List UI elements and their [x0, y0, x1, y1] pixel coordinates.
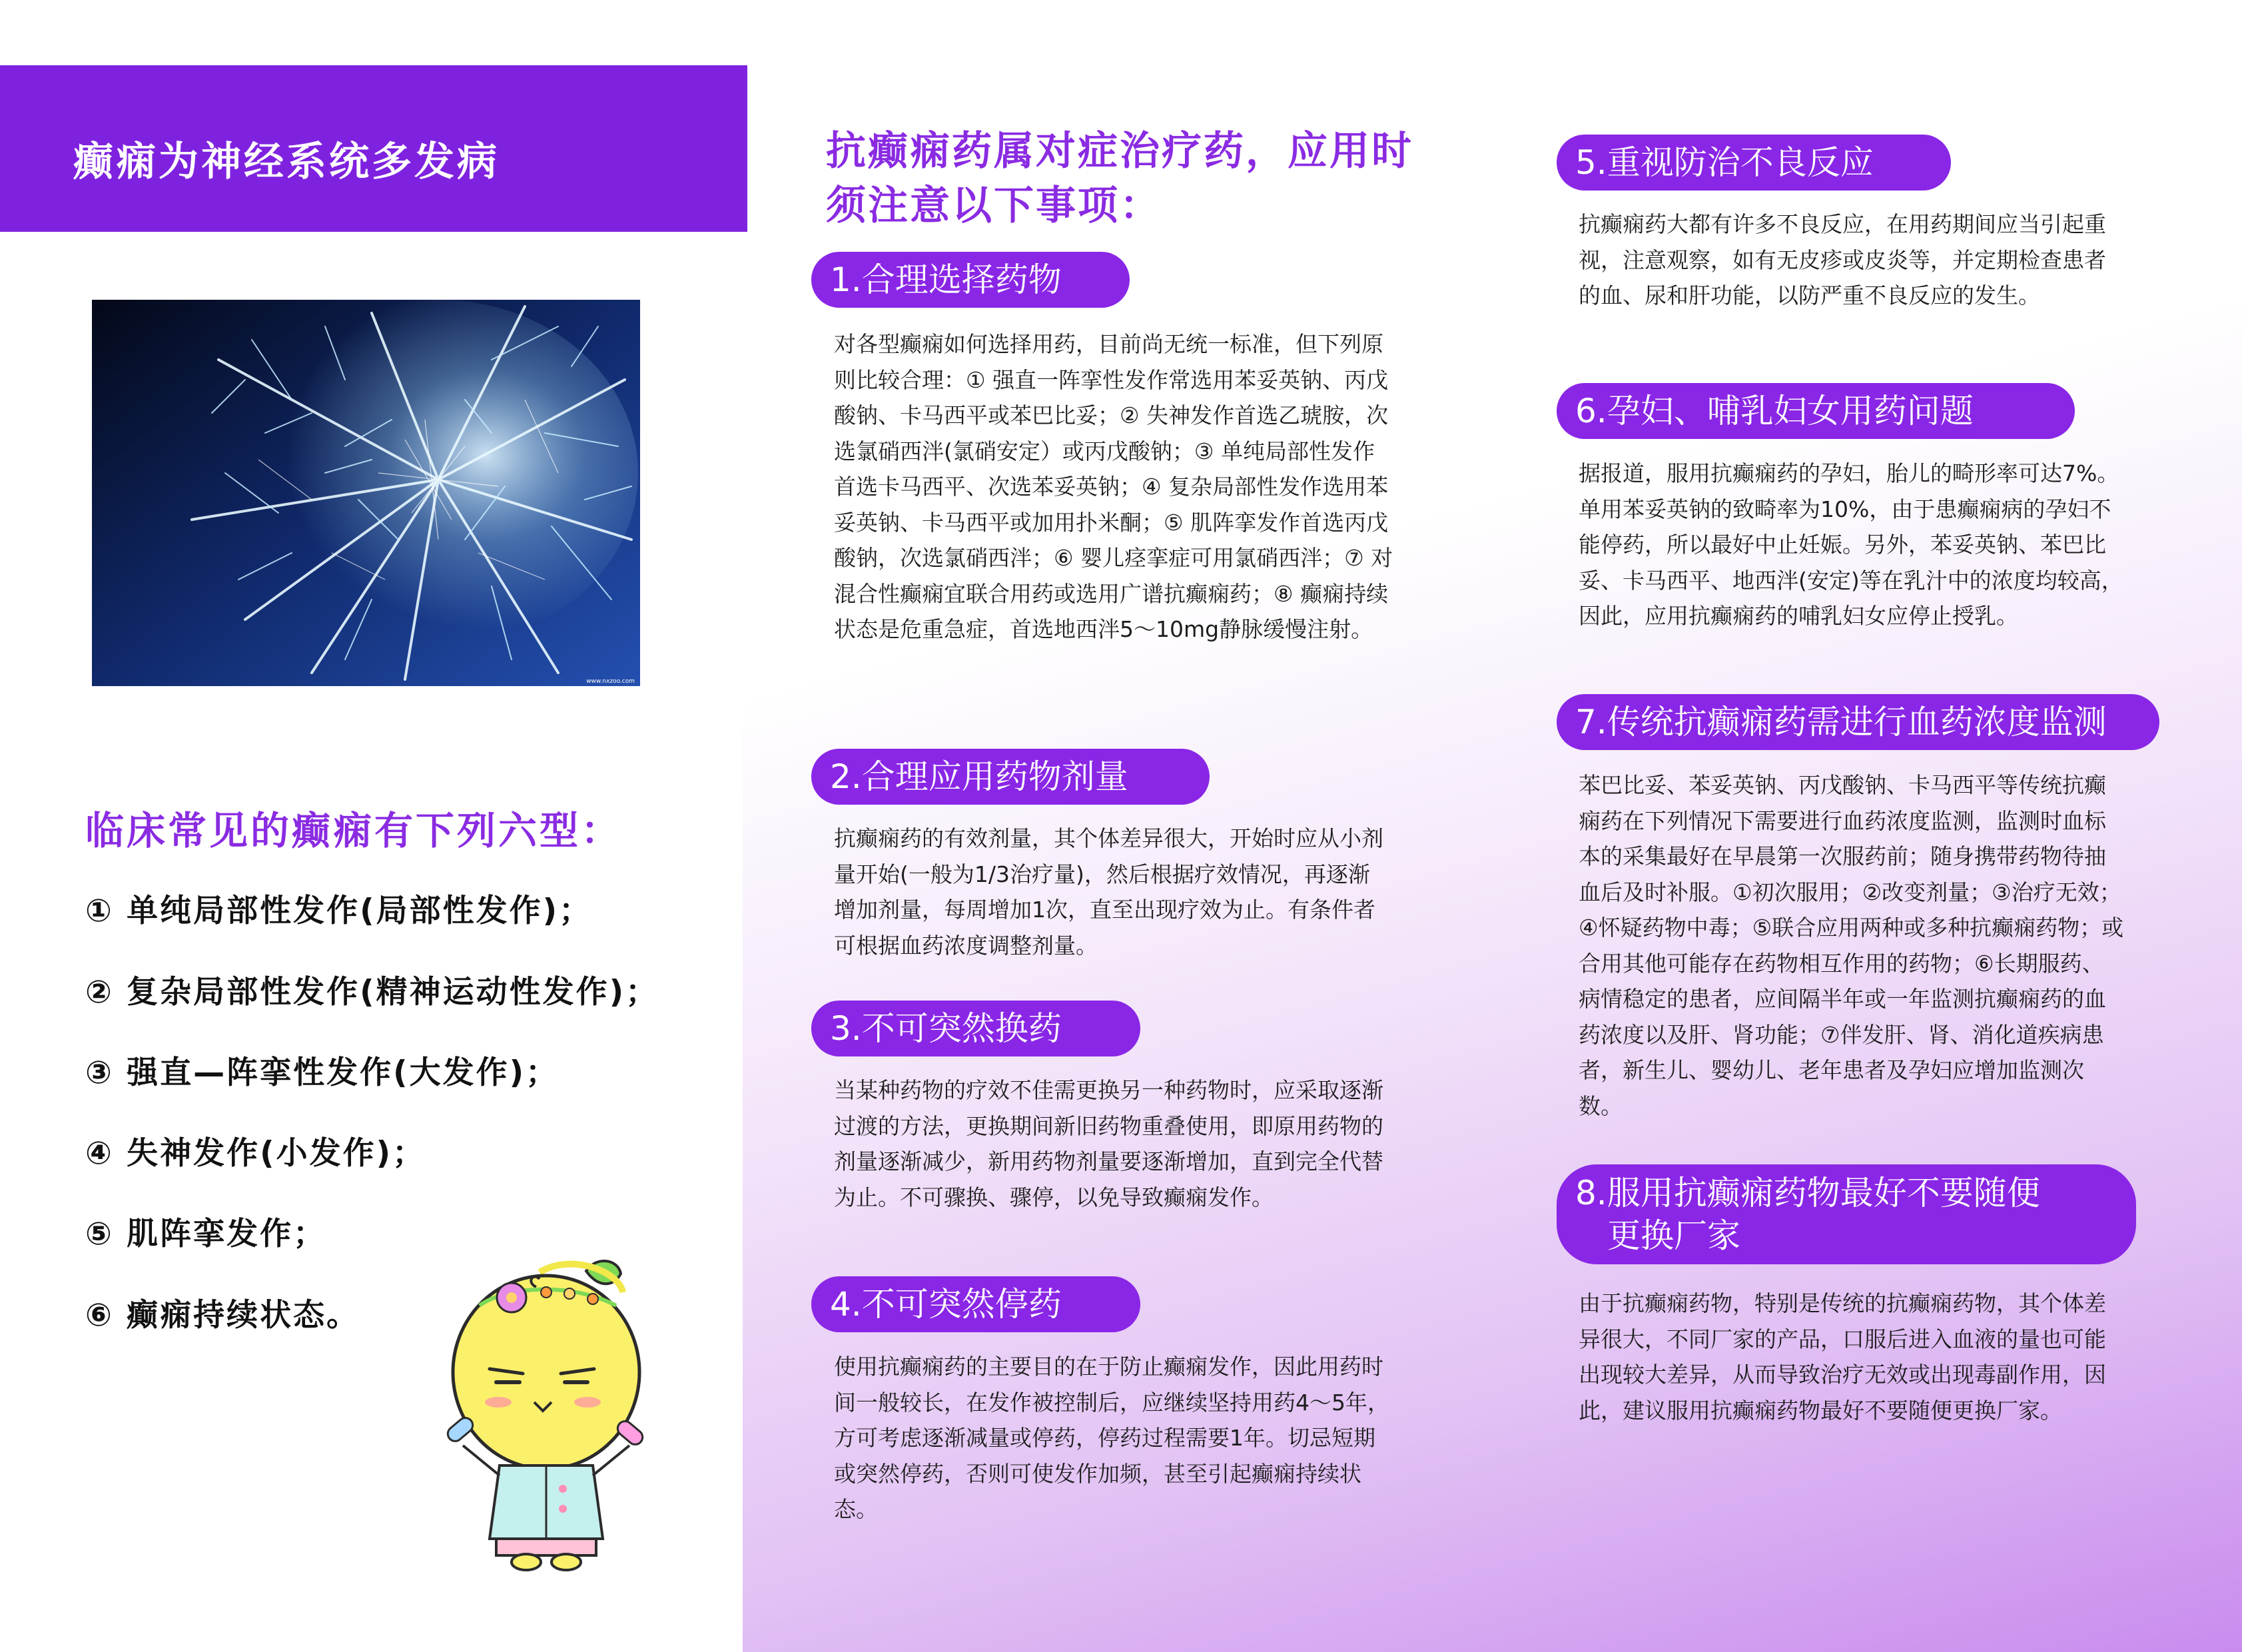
type-item-2: ② 复杂局部性发作(精神运动性发作)；	[85, 974, 659, 1011]
section-5-body: 抗癫痫药大都有许多不良反应，在用药期间应当引起重视，注意观察，如有无皮疹或皮炎等，并定期检查患者的血、尿和肝功能，以防严重不良反应的发生。	[1579, 211, 2106, 308]
type-item-1: ① 单纯局部性发作(局部性发作)；	[85, 893, 593, 929]
section-3-body: 当某种药物的疗效不佳需更换另一种药物时，应采取逐渐过渡的方法，更换期间新旧药物重叠使用，即原用药物的剂量逐渐减少，新用药物剂量要逐渐增加，直到完全代替为止。不可骤换、骤停，以免导致癫痫发作。	[834, 1077, 1383, 1210]
section-1-body: 对各型癫痫如何选择用药，目前尚无统一标准，但下列原则比较合理：① 强直一阵挛性发作常选用苯妥英钠、丙戊酸钠、卡马西平或苯巴比妥；② 失神发作首选乙琥胺，次选氯硝西泮(氯硝安定）或丙戊酸钠；③ 单纯局部性发作首选卡马西平、次选苯妥英钠；④ 复杂局部性发作选用苯妥英钠、卡马西平或加用扑米酮；⑤ 肌阵挛发作首选丙戊酸钠，次选氯硝西泮；⑥ 婴儿痉挛症可用氯硝西泮；⑦ 对混合性癫痫宜联合用药或选用广谱抗癫痫药；⑧ 癫痫持续状态是危重急症，首选地西泮5～10mg静脉缓慢注射。	[834, 331, 1393, 642]
section-8-label-line1: 8.服用抗癫痫药物最好不要随便	[1575, 1174, 2040, 1212]
section-4-body: 使用抗癫痫药的主要目的在于防止癫痫发作，因此用药时间一般较长，在发作被控制后，应继续坚持用药4～5年，方可考虑逐渐减量或停药，停药过程需要1年。切忌短期或突然停药，否则可使发作加频，甚至引起癫痫持续状态。	[834, 1354, 1389, 1522]
section-8-label	[1557, 1164, 2136, 1264]
section-1-label: 1.合理选择药物	[811, 252, 1130, 308]
section-2-body: 抗癫痫药的有效剂量，其个体差异很大，开始时应从小剂量开始(一般为1/3治疗量)，然后根据疗效情况，再逐渐增加剂量，每周增加1次，直至出现疗效为止。有条件者可根据血药浓度调整剂量。	[834, 825, 1383, 959]
neuron-illustration	[92, 300, 640, 686]
precautions-heading: 抗癫痫药属对症治疗药，应用时须注意以下事项：	[826, 128, 1413, 229]
type-item-6: ⑥ 癫痫持续状态。	[85, 1297, 360, 1334]
lemon-mascot	[440, 1252, 653, 1572]
section-5-label: 5.重视防治不良反应	[1557, 135, 1951, 191]
type-item-3: ③ 强直—阵挛性发作(大发作)；	[85, 1054, 560, 1091]
neuron-photo	[92, 300, 640, 686]
section-8-body: 由于抗癫痫药物，特别是传统的抗癫痫药物，其个体差异很大，不同厂家的产品，口服后进入血液的量也可能出现较大差异，从而导致治疗无效或出现毒副作用，因此，建议服用抗癫痫药物最好不要随便更换厂家。	[1579, 1290, 2106, 1424]
section-6-body: 据报道，服用抗癫痫药的孕妇，胎儿的畸形率可达7%。单用苯妥英钠的致畸率为10%，由于患癫痫病的孕妇不能停药，所以最好中止妊娠。另外，苯妥英钠、苯巴比妥、卡马西平、地西泮(安定)等在乳汁中的浓度均较高，因此，应用抗癫痫药的哺乳妇女应停止授乳。	[1579, 460, 2123, 629]
section-7-body: 苯巴比妥、苯妥英钠、丙戊酸钠、卡马西平等传统抗癫痫药在下列情况下需要进行血药浓度监测，监测时血标本的采集最好在早晨第一次服药前；随身携带药物待抽血后及时补服。①初次服用；②改变剂量；③治疗无效；④怀疑药物中毒；⑤联合应用两种或多种抗癫痫药物；或合用其他可能存在药物相互作用的药物；⑥长期服药、病情稳定的患者，应间隔半年或一年监测抗癫痫药的血药浓度以及肝、肾功能；⑦伴发肝、肾、消化道疾病患者，新生儿、婴幼儿、老年患者及孕妇应增加监测次数。	[1579, 772, 2124, 1119]
left-header-title: 癫痫为神经系统多发病	[73, 139, 500, 185]
photo-watermark: www.nxzoo.com	[586, 678, 635, 685]
section-4-label: 4.不可突然停药	[811, 1276, 1140, 1332]
section-2-label: 2.合理应用药物剂量	[811, 749, 1210, 805]
section-8-label-line2: 更换厂家	[1607, 1216, 1740, 1255]
type-item-4: ④ 失神发作(小发作)；	[85, 1135, 426, 1172]
type-item-5: ⑤ 肌阵挛发作；	[85, 1216, 327, 1252]
types-heading: 临床常见的癫痫有下列六型：	[85, 808, 623, 853]
section-7-label: 7.传统抗癫痫药需进行血药浓度监测	[1557, 694, 2159, 750]
section-3-label: 3.不可突然换药	[811, 1001, 1140, 1056]
section-6-label: 6.孕妇、哺乳妇女用药问题	[1557, 383, 2075, 439]
